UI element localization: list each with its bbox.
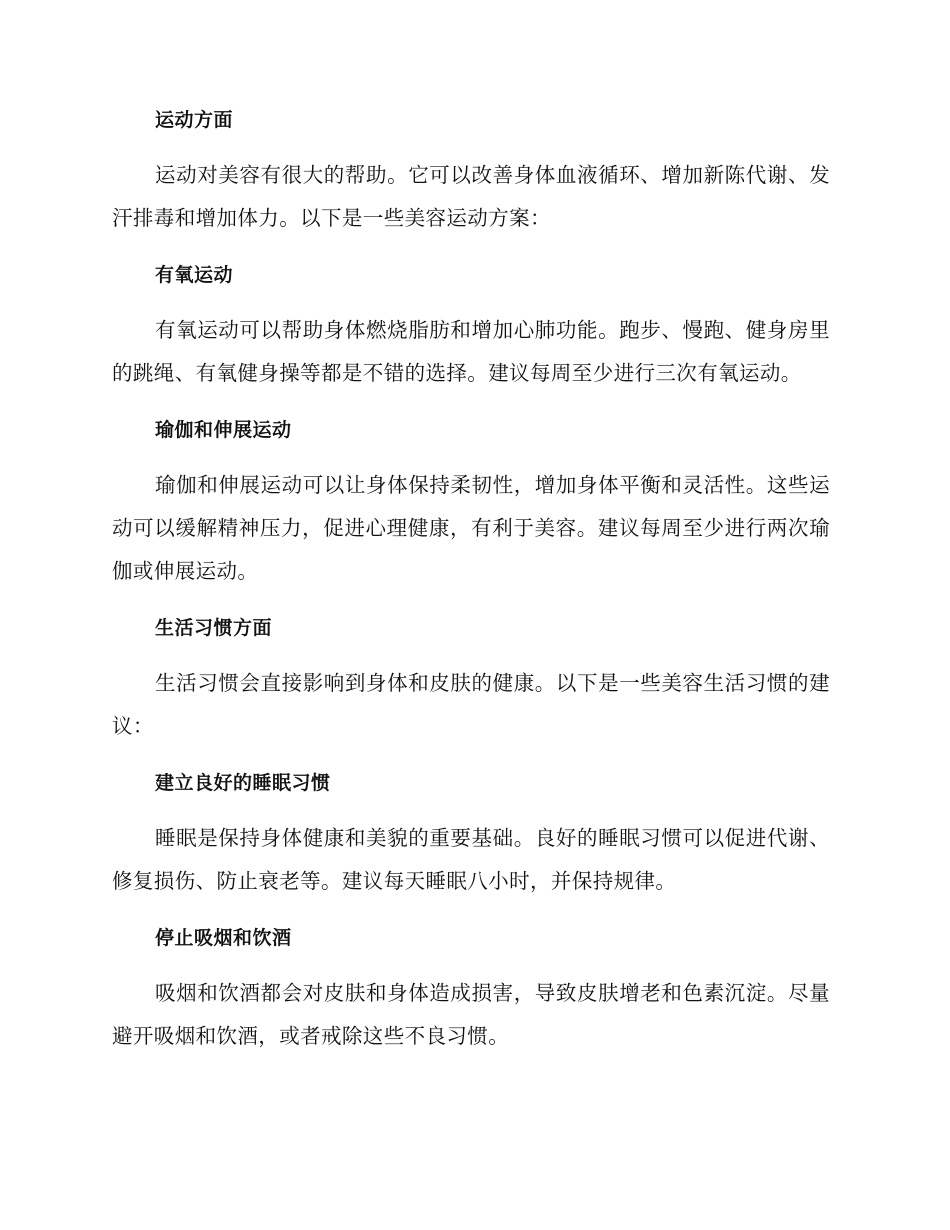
section-paragraph-smoking-drinking: 吸烟和饮酒都会对皮肤和身体造成损害，导致皮肤增老和色素沉淀。尽量避开吸烟和饮酒，或者戒除这些不良习惯。 <box>112 981 830 1048</box>
section-heading-lifestyle: 生活习惯方面 <box>155 617 273 639</box>
section-heading-aerobic: 有氧运动 <box>155 264 234 286</box>
section-paragraph-exercise: 运动对美容有很大的帮助。它可以改善身体血液循环、增加新陈代谢、发汗排毒和增加体力。以下是一些美容运动方案： <box>112 163 830 230</box>
section-paragraph-yoga: 瑜伽和伸展运动可以让身体保持柔韧性，增加身体平衡和灵活性。这些运动可以缓解精神压力，促进心理健康，有利于美容。建议每周至少进行两次瑜伽或伸展运动。 <box>112 473 830 583</box>
section-paragraph-lifestyle: 生活习惯会直接影响到身体和皮肤的健康。以下是一些美容生活习惯的建议： <box>112 671 830 738</box>
section-heading-exercise: 运动方面 <box>155 109 234 131</box>
section-paragraph-aerobic: 有氧运动可以帮助身体燃烧脂肪和增加心肺功能。跑步、慢跑、健身房里的跳绳、有氧健身操等都是不错的选择。建议每周至少进行三次有氧运动。 <box>112 318 830 385</box>
section-heading-sleep: 建立良好的睡眠习惯 <box>155 772 331 794</box>
document-page <box>112 106 830 1079</box>
section-paragraph-sleep: 睡眠是保持身体健康和美貌的重要基础。良好的睡眠习惯可以促进代谢、修复损伤、防止衰老等。建议每天睡眠八小时，并保持规律。 <box>112 826 830 893</box>
section-heading-yoga: 瑜伽和伸展运动 <box>155 419 292 441</box>
section-heading-smoking-drinking: 停止吸烟和饮酒 <box>155 927 292 949</box>
